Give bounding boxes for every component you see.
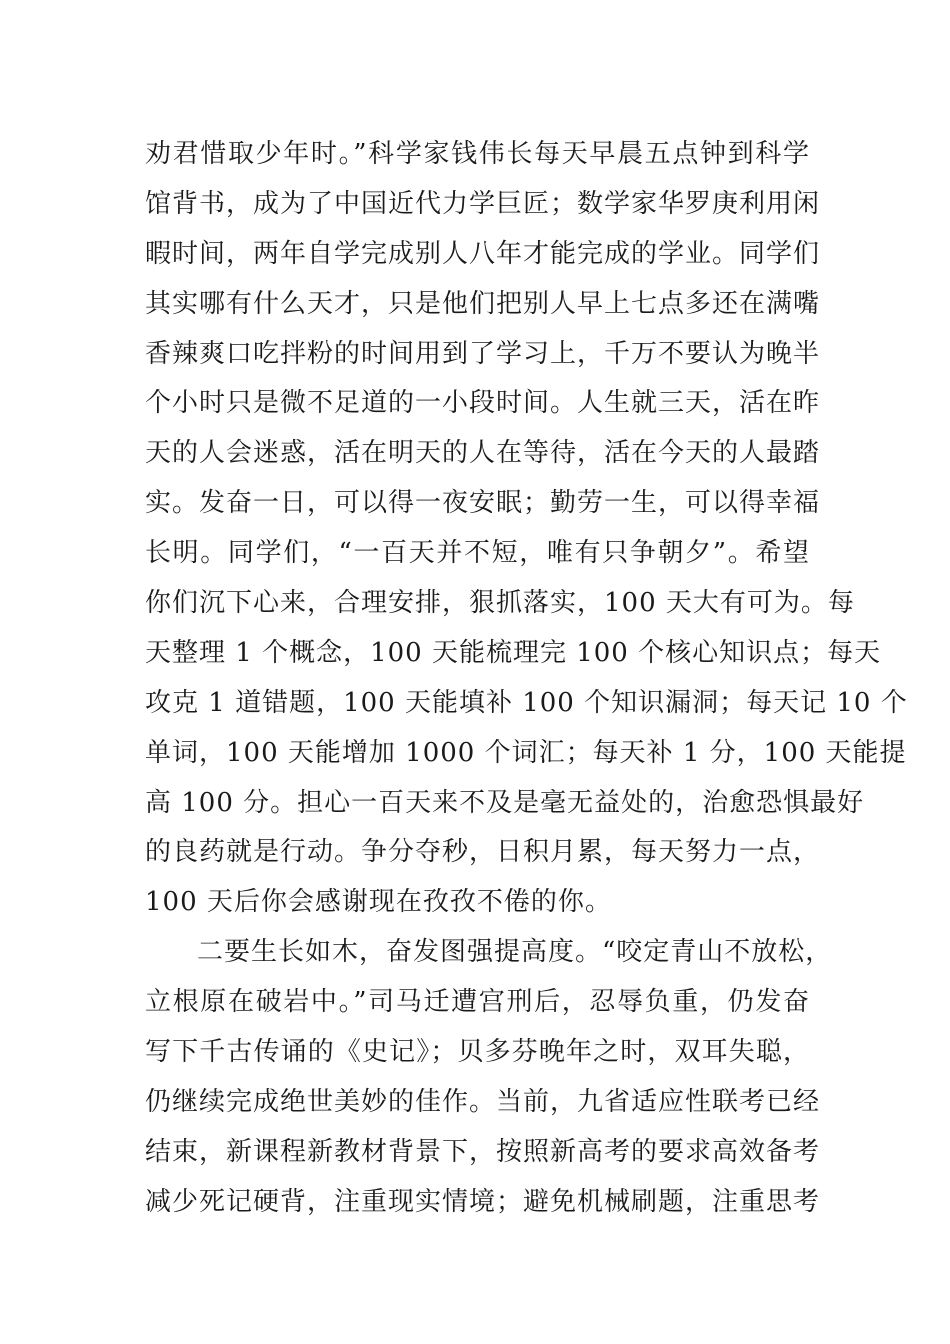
body-text bbox=[145, 130, 908, 1228]
text-line: 长明。同学们，“一百天并不短，唯有只争朝夕”。希望 bbox=[145, 538, 810, 569]
text-line: 结束，新课程新教材背景下，按照新高考的要求高效备考 bbox=[145, 1136, 821, 1167]
text-line: 实。发奋一日，可以得一夜安眠；勤劳一生，可以得幸福 bbox=[145, 488, 821, 519]
text-line: 立根原在破岩中。”司马迁遭宫刑后，忍辱负重，仍发奋 bbox=[145, 987, 810, 1018]
text-line: 的良药就是行动。争分夺秒，日积月累，每天努力一点， bbox=[145, 837, 821, 868]
text-line: 你们沉下心来，合理安排，狠抓落实，100 天大有可为。每 bbox=[145, 588, 855, 619]
text-line: 劝君惜取少年时。”科学家钱伟长每天早晨五点钟到科学 bbox=[145, 139, 810, 169]
text-line: 高 100 分。担心一百天来不及是毫无益处的，治愈恐惧最好 bbox=[145, 787, 865, 818]
paragraph-last-line: 100 天后你会感谢现在孜孜不倦的你。 bbox=[145, 887, 612, 918]
paragraph-first-line: 二要生长如木，奋发图强提高度。“咬定青山不放松， bbox=[197, 937, 833, 968]
text-line: 写下千古传诵的《史记》；贝多芬晚年之时，双耳失聪， bbox=[145, 1037, 810, 1068]
text-line: 攻克 1 道错题，100 天能填补 100 个知识漏洞；每天记 10 个 bbox=[145, 687, 908, 718]
text-line: 其实哪有什么天才，只是他们把别人早上七点多还在满嘴 bbox=[145, 288, 821, 319]
text-line: 馆背书，成为了中国近代力学巨匠；数学家华罗庚利用闲 bbox=[145, 188, 821, 219]
text-line: 单词，100 天能增加 1000 个词汇；每天补 1 分，100 天能提 bbox=[145, 737, 907, 768]
text-line: 仍继续完成绝世美妙的佳作。当前，九省适应性联考已经 bbox=[145, 1086, 821, 1117]
text-line: 暇时间，两年自学完成别人八年才能完成的学业。同学们 bbox=[145, 238, 821, 269]
text-line: 减少死记硬背，注重现实情境；避免机械刷题，注重思考 bbox=[145, 1186, 821, 1217]
text-line: 天的人会迷惑，活在明天的人在等待，活在今天的人最踏 bbox=[145, 438, 821, 469]
text-line: 个小时只是微不足道的一小段时间。人生就三天，活在昨 bbox=[145, 388, 821, 419]
text-line: 香辣爽口吃拌粉的时间用到了学习上，千万不要认为晚半 bbox=[145, 338, 821, 369]
text-line: 天整理 1 个概念，100 天能梳理完 100 个核心知识点；每天 bbox=[145, 637, 882, 668]
